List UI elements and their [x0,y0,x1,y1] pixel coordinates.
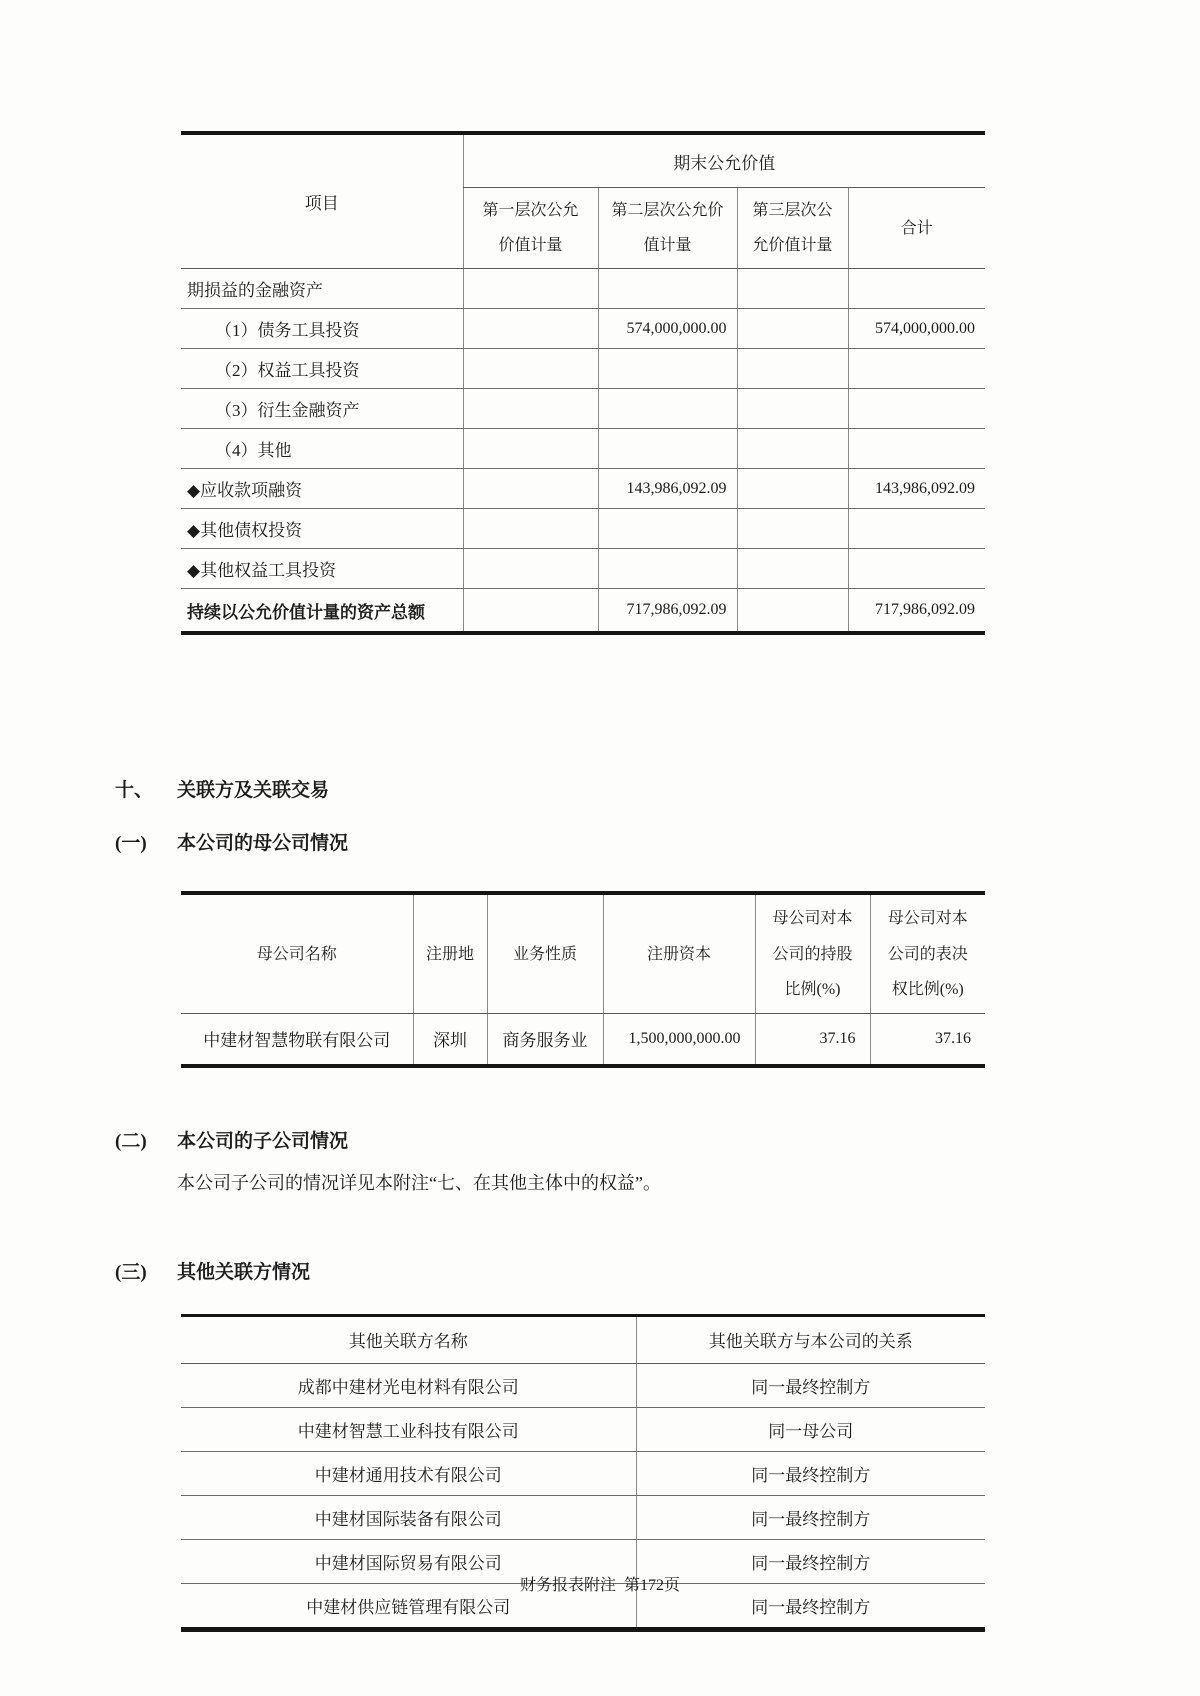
subsection-title: 其他关联方情况 [177,1261,311,1283]
parent-name-cell: 中建材智慧物联有限公司 [203,1031,391,1051]
header-line: 公司的持股 [772,945,853,963]
registered-place-header: 注册地 [413,893,487,1013]
level1-amount-cell [463,429,598,469]
shareholding-ratio-header [755,893,870,1013]
related-party-name-cell: 中建材供应链管理有限公司 [181,1583,636,1629]
business-nature-cell: 商务服务业 [487,1013,603,1066]
related-party-relation-cell: 同一最终控制方 [636,1451,985,1495]
header-line: 公司的表决 [887,945,968,963]
registered-capital-header: 注册资本 [603,893,755,1013]
parent-company-table [181,891,985,1068]
related-party-row [181,1407,985,1451]
header-line: 比例(%) [784,980,841,998]
level1-amount-cell [463,469,598,509]
related-party-name-cell: 中建材国际贸易有限公司 [181,1539,636,1583]
voting-ratio-header [870,893,985,1013]
shareholding-ratio-cell: 37.16 [755,1013,870,1066]
subsection-number: (三) [115,1261,147,1283]
level1-amount-cell [463,309,598,349]
related-table-header-row [181,1315,985,1363]
section-number: 十、 [115,780,154,802]
parent-name-header: 母公司名称 [181,893,413,1013]
related-party-name-cell: 中建材通用技术有限公司 [181,1451,636,1495]
related-party-relation-cell: 同一最终控制方 [636,1495,985,1539]
level3-amount-cell [737,389,848,429]
subsection-number: (一) [115,833,147,855]
total-amount-cell: 717,986,092.09 [848,589,985,634]
total-amount-cell: 143,986,092.09 [848,469,985,509]
period-end-fair-value-header: 期末公允价值 [463,133,985,188]
header-line: 第二层次公允价 [611,202,724,219]
business-nature-header: 业务性质 [487,893,603,1013]
row-label: ◆其他债权投资 [181,509,463,549]
level3-amount-cell [737,349,848,389]
subsection-title: 本公司的母公司情况 [177,833,349,855]
related-party-name-cell: 成都中建材光电材料有限公司 [181,1363,636,1407]
level1-amount-cell [463,269,598,309]
table-row [181,269,985,309]
total-amount-cell [848,549,985,589]
subsection-title: 本公司的子公司情况 [177,1130,349,1152]
table-row [181,509,985,549]
table-row [181,349,985,389]
related-party-name-header: 其他关联方名称 [181,1315,636,1363]
subsection-number: (二) [115,1130,147,1152]
voting-ratio-cell: 37.16 [870,1013,985,1066]
level3-column-header [737,188,848,269]
level2-amount-cell: 143,986,092.09 [598,469,737,509]
related-party-row [181,1363,985,1407]
level1-amount-cell [463,389,598,429]
subsection-heading-subsidiaries [115,1126,1200,1153]
header-line: 允价值计量 [752,237,833,255]
level3-amount-cell [737,549,848,589]
subsection-heading-parent-company [115,828,1200,855]
row-label: （3）衍生金融资产 [181,389,463,429]
total-amount-cell [848,429,985,469]
subsidiaries-note-text: 本公司子公司的情况详见本附注“七、在其他主体中的权益”。 [177,1172,661,1193]
level3-amount-cell [737,589,848,634]
related-party-relation-cell: 同一最终控制方 [636,1539,985,1583]
total-amount-cell [848,269,985,309]
level2-amount-cell [598,509,737,549]
level2-column-header [598,188,737,269]
header-line: 第三层次公 [752,202,833,219]
registered-place-cell: 深圳 [413,1013,487,1066]
related-party-relation-header: 其他关联方与本公司的关系 [636,1315,985,1363]
table-row [181,309,985,349]
total-amount-cell: 574,000,000.00 [848,309,985,349]
page-footer: 财务报表附注 第172页 [519,1577,680,1594]
level2-amount-cell: 717,986,092.09 [598,589,737,634]
total-amount-cell [848,349,985,389]
level1-amount-cell [463,349,598,389]
level1-amount-cell [463,509,598,549]
header-line: 价值计量 [498,237,563,255]
level2-amount-cell [598,349,737,389]
level3-amount-cell [737,509,848,549]
parent-table-header-row [181,893,985,1013]
header-line: 合计 [900,219,933,237]
fair-value-group-header-row [181,133,985,188]
fair-value-table [181,131,985,635]
table-row [181,389,985,429]
related-party-row [181,1495,985,1539]
level2-amount-cell [598,269,737,309]
row-label: （2）权益工具投资 [181,349,463,389]
related-party-relation-cell: 同一母公司 [636,1407,985,1451]
header-line: 母公司对本 [772,910,853,928]
related-party-relation-cell: 同一最终控制方 [636,1363,985,1407]
total-amount-cell [848,509,985,549]
parent-company-row [181,1013,985,1066]
header-line: 第一层次公允 [482,202,579,219]
level2-amount-cell [598,389,737,429]
level2-amount-cell: 574,000,000.00 [598,309,737,349]
row-label: （4）其他 [181,429,463,469]
section-heading-related-parties [115,775,1200,802]
level1-amount-cell [463,589,598,634]
item-column-header: 项目 [181,133,463,269]
row-label: ◆应收款项融资 [181,469,463,509]
related-party-name-cell: 中建材智慧工业科技有限公司 [181,1407,636,1451]
level3-amount-cell [737,429,848,469]
header-line: 值计量 [643,237,692,255]
total-row [181,589,985,634]
level1-column-header [463,188,598,269]
total-amount-cell [848,389,985,429]
header-line: 母公司对本 [887,910,968,928]
row-label: 期损益的金融资产 [181,269,463,309]
related-party-row [181,1451,985,1495]
related-party-name-cell: 中建材国际装备有限公司 [181,1495,636,1539]
table-row [181,469,985,509]
level2-amount-cell [598,549,737,589]
subsection-heading-other-related-parties [115,1257,1200,1284]
header-line: 权比例(%) [891,980,964,998]
level1-amount-cell [463,549,598,589]
total-column-header [848,188,985,269]
level2-amount-cell [598,429,737,469]
table-row [181,429,985,469]
row-label: （1）债务工具投资 [181,309,463,349]
related-party-relation-cell: 同一最终控制方 [636,1583,985,1629]
registered-capital-cell: 1,500,000,000.00 [603,1013,755,1066]
row-label: ◆其他权益工具投资 [181,549,463,589]
level3-amount-cell [737,469,848,509]
level3-amount-cell [737,309,848,349]
section-title: 关联方及关联交易 [177,780,330,802]
level3-amount-cell [737,269,848,309]
total-row-label: 持续以公允价值计量的资产总额 [181,589,463,634]
table-row [181,549,985,589]
